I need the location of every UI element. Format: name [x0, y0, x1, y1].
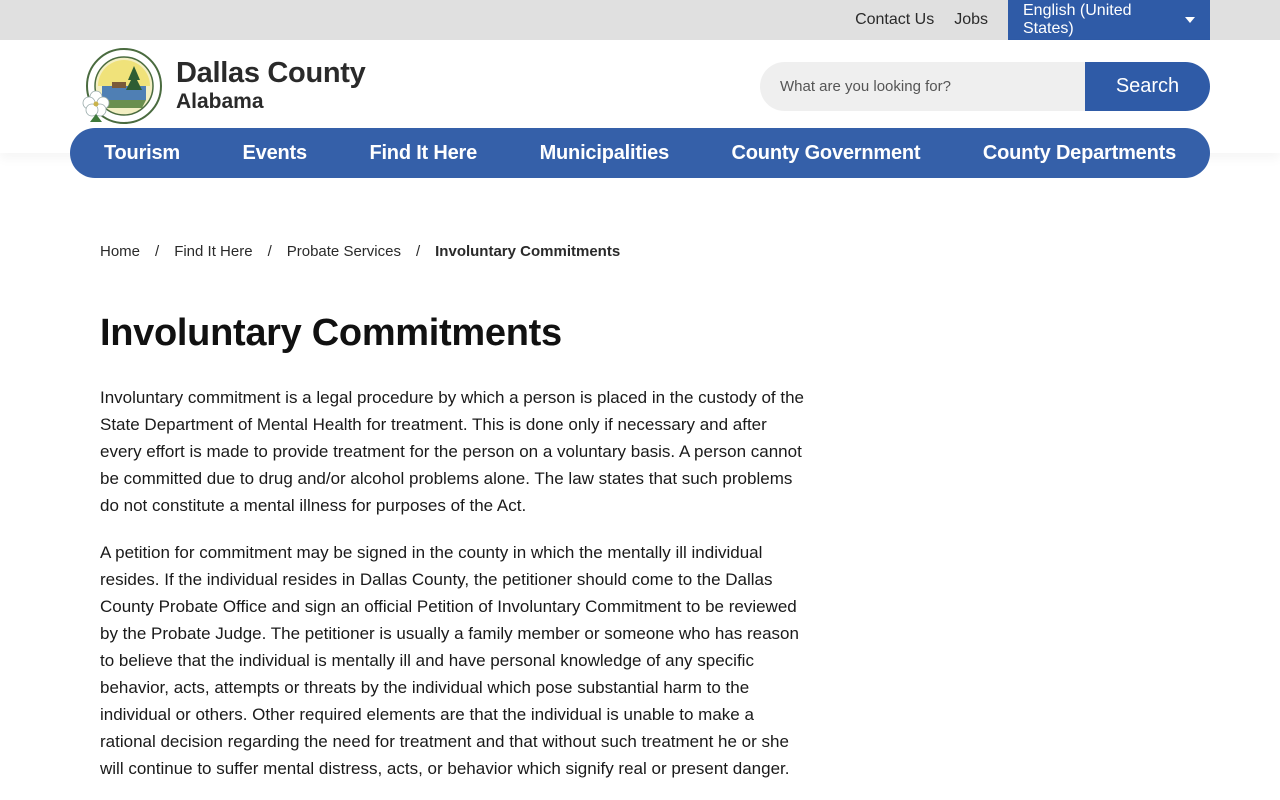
- content-paragraph: Involuntary commitment is a legal procedure by which a person is placed in the custody of the State Department of Mental Health for treatment. This is done only if necessary and after every effort is made to provide treatment for the person on a voluntary basis. A person cannot be committed due to drug and/or alcohol problems alone. The law states that such problems do not constitute a mental illness for purposes of the Act.: [100, 388, 804, 515]
- breadcrumb-probate-services[interactable]: Probate Services: [286, 242, 401, 260]
- brand-name: Dallas County: [176, 57, 366, 89]
- language-label: English (United States): [1023, 2, 1132, 37]
- search-button[interactable]: Search: [1085, 62, 1210, 111]
- county-seal-icon: [78, 46, 164, 126]
- nav-item-events[interactable]: Events: [242, 141, 307, 164]
- content-paragraph: A petition for commitment may be signed in the county in which the mentally ill individual resides. If the individual resides in Dallas County, the petitioner should come to the Dallas County Probate Office and sign an official Petition of Involuntary Commitment to be reviewed by the Probate Judge. The petitioner is usually a family member or someone who has reason to believe that the individual is mentally ill and have personal knowledge of any specific behavior, acts, attempts or threats by the individual which pose substantial harm to the individual or others. Other required elements are that the individual is unable to make a rational decision regarding the need for treatment and that without such treatment he or she will continue to suffer mental distress, acts, or behavior which signify real or present danger.: [100, 543, 799, 778]
- page-title: Involuntary Commitments: [100, 312, 562, 354]
- contact-us-link[interactable]: Contact Us: [855, 11, 935, 28]
- breadcrumb: [100, 240, 620, 262]
- jobs-link[interactable]: Jobs: [954, 11, 988, 28]
- nav-item-tourism[interactable]: Tourism: [104, 141, 181, 164]
- language-select[interactable]: [1008, 0, 1210, 40]
- breadcrumb-separator: /: [267, 242, 272, 260]
- search-input[interactable]: [760, 62, 1085, 111]
- caret-down-icon: [1185, 17, 1195, 23]
- breadcrumb-separator: /: [155, 242, 160, 260]
- top-utility-bar: [0, 0, 1280, 40]
- nav-item-county-government[interactable]: County Government: [731, 141, 921, 164]
- page-content: [100, 384, 810, 800]
- brand-state: Alabama: [176, 90, 264, 113]
- utility-links: [855, 0, 1210, 40]
- site-search: [760, 62, 1210, 111]
- nav-item-municipalities[interactable]: Municipalities: [539, 141, 670, 164]
- nav-item-county-departments[interactable]: County Departments: [982, 141, 1176, 164]
- home-logo-link[interactable]: [78, 46, 378, 126]
- nav-item-find-it-here[interactable]: Find It Here: [369, 141, 478, 164]
- brand-text: [176, 57, 365, 115]
- breadcrumb-separator: /: [415, 242, 421, 260]
- breadcrumb-find-it-here[interactable]: Find It Here: [174, 242, 253, 260]
- breadcrumb-current: Involuntary Commitments: [435, 242, 621, 260]
- breadcrumb-home[interactable]: Home: [100, 242, 141, 260]
- main-navigation: [70, 128, 1210, 178]
